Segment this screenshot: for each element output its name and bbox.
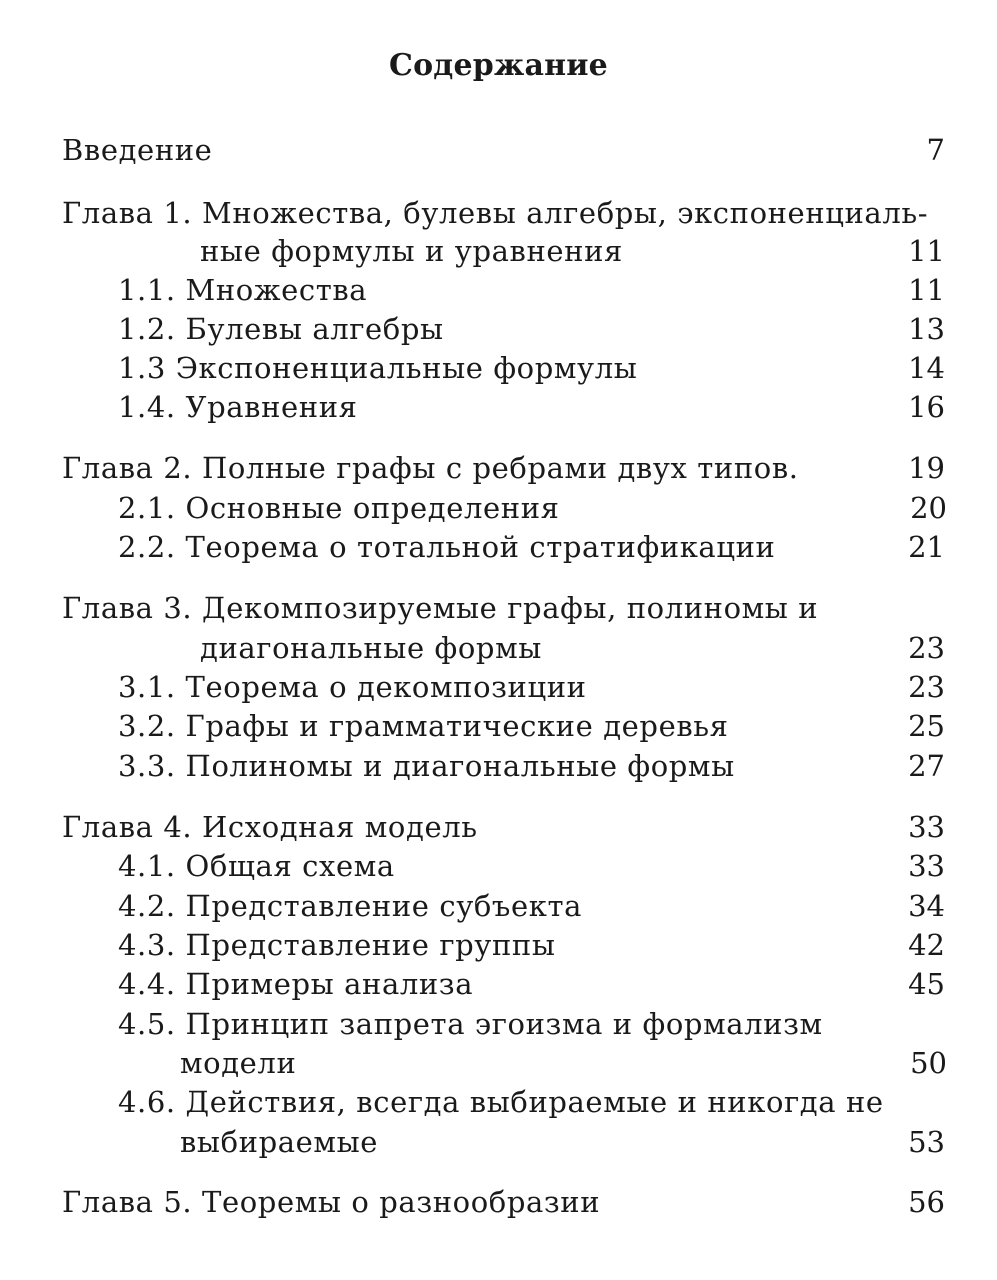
toc-page-number: 23 bbox=[908, 670, 945, 704]
toc-page-number: 19 bbox=[908, 451, 945, 485]
toc-entry-section-4-6-continuation: выбираемые bbox=[180, 1125, 379, 1159]
toc-page-number: 16 bbox=[908, 390, 945, 424]
toc-entry-chapter-3[interactable]: Глава 3. Декомпозируемые графы, полиномы и bbox=[62, 591, 819, 625]
toc-entry-section-3-2[interactable]: 3.2. Графы и грамматические деревья bbox=[118, 709, 729, 743]
toc-entry-chapter-2[interactable]: Глава 2. Полные графы с ребрами двух типов. bbox=[62, 451, 799, 485]
toc-entry-section-2-1[interactable]: 2.1. Основные определения bbox=[118, 491, 560, 525]
toc-entry-chapter-5[interactable]: Глава 5. Теоремы о разнообразии bbox=[62, 1185, 601, 1219]
toc-entry-section-1-1[interactable]: 1.1. Множества bbox=[118, 273, 368, 307]
toc-entry-section-4-3[interactable]: 4.3. Представление группы bbox=[118, 928, 556, 962]
toc-page-number: 23 bbox=[908, 631, 945, 665]
toc-entry-section-4-4[interactable]: 4.4. Примеры анализа bbox=[118, 967, 474, 1001]
toc-page-number: 11 bbox=[908, 273, 945, 307]
toc-page-number: 13 bbox=[908, 312, 945, 346]
toc-page-number: 33 bbox=[908, 849, 945, 883]
page-title: Содержание bbox=[389, 48, 608, 83]
toc-page-number: 27 bbox=[908, 749, 945, 783]
toc-page-number: 25 bbox=[908, 709, 945, 743]
toc-entry-section-4-5[interactable]: 4.5. Принцип запрета эгоизма и формализм bbox=[118, 1007, 823, 1041]
toc-entry-section-3-1[interactable]: 3.1. Теорема о декомпозиции bbox=[118, 670, 587, 704]
toc-page-number: 50 bbox=[910, 1046, 947, 1080]
toc-entry-section-1-2[interactable]: 1.2. Булевы алгебры bbox=[118, 312, 444, 346]
toc-entry-section-1-3[interactable]: 1.3 Экспоненциальные формулы bbox=[118, 351, 638, 385]
toc-page-number: 45 bbox=[908, 967, 945, 1001]
toc-page-number: 21 bbox=[908, 530, 945, 564]
toc-page-number: 20 bbox=[910, 491, 947, 525]
toc-entry-chapter-1[interactable]: Глава 1. Множества, булевы алгебры, экспоненциаль- bbox=[62, 196, 929, 230]
toc-entry-section-2-2[interactable]: 2.2. Теорема о тотальной стратификации bbox=[118, 530, 776, 564]
toc-page-number: 33 bbox=[908, 810, 945, 844]
toc-entry-chapter-1-continuation: ные формулы и уравнения bbox=[200, 234, 623, 268]
toc-entry-section-4-6[interactable]: 4.6. Действия, всегда выбираемые и никогда не bbox=[118, 1085, 884, 1119]
toc-entry-section-4-2[interactable]: 4.2. Представление субъекта bbox=[118, 889, 582, 923]
toc-page-number: 56 bbox=[908, 1185, 945, 1219]
toc-page-number: 14 bbox=[908, 351, 945, 385]
toc-page-number: 11 bbox=[908, 234, 945, 268]
toc-page-number: 53 bbox=[908, 1125, 945, 1159]
toc-entry-chapter-3-continuation: диагональные формы bbox=[200, 631, 542, 665]
toc-page-number: 42 bbox=[908, 928, 945, 962]
toc-page-number: 34 bbox=[908, 889, 945, 923]
toc-entry-chapter-4[interactable]: Глава 4. Исходная модель bbox=[62, 810, 478, 844]
toc-entry-section-4-5-continuation: модели bbox=[180, 1046, 297, 1080]
toc-entry-section-1-4[interactable]: 1.4. Уравнения bbox=[118, 390, 358, 424]
toc-entry-section-3-3[interactable]: 3.3. Полиномы и диагональные формы bbox=[118, 749, 735, 783]
toc-entry-introduction[interactable]: Введение bbox=[62, 133, 213, 167]
toc-entry-section-4-1[interactable]: 4.1. Общая схема bbox=[118, 849, 395, 883]
toc-page-number: 7 bbox=[926, 133, 945, 167]
